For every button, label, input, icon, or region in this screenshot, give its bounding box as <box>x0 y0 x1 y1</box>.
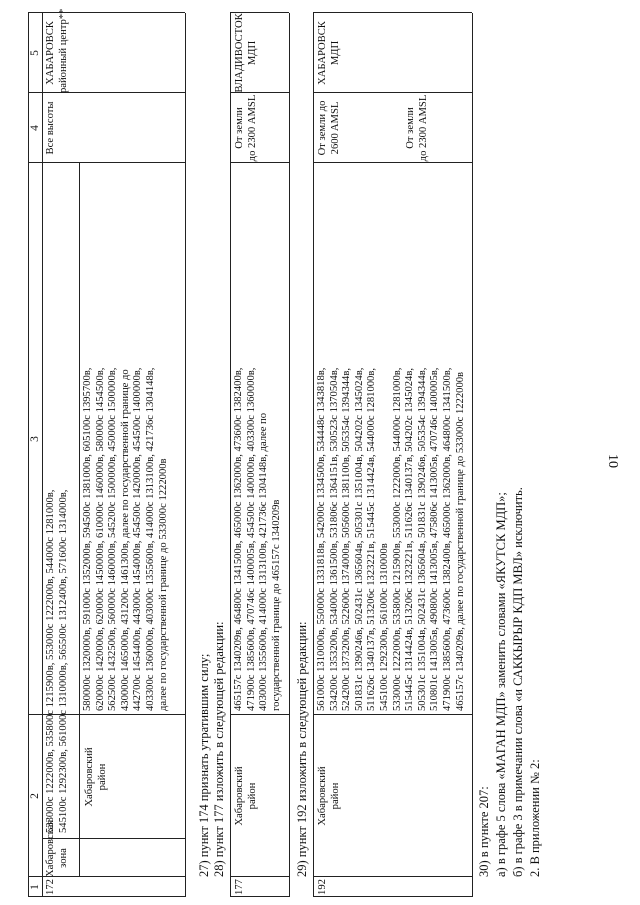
control-center <box>317 13 342 93</box>
center-line: районный центр** <box>57 8 69 93</box>
coord-line: 562500с 1432500в, 560000с 1460000в, 545200с 1500000в, 450000с 1500000в, <box>107 367 119 711</box>
header-cell: 1 <box>29 884 41 890</box>
coord-line: 465157с 1340209в, далее по государственной границе до 533000с 1222000в <box>454 371 466 711</box>
heights-value <box>405 93 430 163</box>
coord-line: 620000с 1420000в, 620000с 1450000в, 610000с 1460000в, 580000с 1454500в, <box>94 367 106 711</box>
district-line: район <box>96 763 108 791</box>
heights-value: Все высоты <box>45 101 56 155</box>
amendment-30a: а) в графе 5 слова «МАГАН МДП» заменить словами «ЯКУТСК МДП»; <box>494 492 508 877</box>
coord-line: 533000с 1222000в, 535800с 1215900в, 553000с 1222000в, 544000с 1281000в, <box>391 367 403 711</box>
table-border <box>42 13 43 897</box>
district-line: Хабаровский <box>84 747 95 807</box>
heights-line: От земли до <box>317 100 328 156</box>
coord-line: 471900с 1385600в, 470746с 1400005в, 454500с 1400000в, 403300с 1360000в, <box>245 367 257 711</box>
coords-block <box>316 368 467 711</box>
header-cell: 5 <box>29 50 41 56</box>
control-center <box>45 8 70 93</box>
coord-line: 505301с 1351004в, 502431с 1365604в, 501831с 1390246в, 505354с 1394344в, <box>416 367 428 711</box>
table-border <box>230 13 231 897</box>
coord-line: 545100с 1292300в, 561000с 1310000в, 565500с 1312400в, 571600с 1314000в, <box>57 489 69 833</box>
heights-value <box>234 93 259 163</box>
coord-line: 403000с 1355600в, 414000с 1313100в, 421736с 1304148в, далее по <box>258 412 270 711</box>
coord-line: 465157с 1340209в, 464800с 1341500в, 465000с 1362000в, 473600с 1382400в, <box>233 367 244 711</box>
table-border <box>289 13 290 897</box>
coord-line: 545100с 1292300в, 561000с 1310000в <box>378 543 390 711</box>
table-border <box>79 163 80 877</box>
coord-line: 533000с 1222000в, 535800с 1215900в, 553000с 1222000в, 544000с 1281000в, <box>45 489 56 833</box>
coord-line: 403300с 1360000в, 403000с 1355600в, 414000с 1313100в, 421736с 1304148в, <box>144 367 156 711</box>
heights-line: От земли <box>405 107 416 149</box>
coord-line: 442700с 1454400в, 443000с 1454000в, 454500с 1420000в, 454500с 1400000в, <box>132 367 144 711</box>
amendment-30b: б) в графе 3 в примечании слова «и САККЫРЫР КДП МВЛ» исключить. <box>511 487 525 877</box>
district-line: Хабаровский <box>234 766 245 826</box>
district-name <box>234 715 259 877</box>
row-number: 192 <box>317 879 328 895</box>
center-line: МДП <box>246 40 258 66</box>
heights-value <box>317 93 342 163</box>
zone-line: зона <box>57 848 69 868</box>
coord-line: 524200с 1373200в, 522600с 1374000в, 505600с 1381100в, 505354с 1394344в, <box>341 368 353 711</box>
header-cell: 3 <box>29 436 41 442</box>
coord-line: 510801с 1413005в, 490800с 1413005в, 475806с 1413005в, 470746с 1400005в, <box>429 367 441 711</box>
center-line: ХАБАРОВСК <box>45 21 56 85</box>
amendment-27: 27) пункт 174 признать утратившим силу; <box>197 653 211 877</box>
heights-line: до 2300 AMSL <box>417 94 429 162</box>
heights-line: От земли <box>234 107 245 149</box>
control-center <box>234 13 259 93</box>
row-number: 177 <box>234 879 245 895</box>
center-line: МДП <box>329 40 341 66</box>
amendment-30: 30) в пункте 207: <box>477 786 491 877</box>
coord-line: 471900с 1385600в, 473600с 1382400в, 465000с 1362000в, 464800с 1341500в, <box>441 367 453 711</box>
district-line: район <box>329 782 341 810</box>
coords-block <box>233 368 283 711</box>
district-line: район <box>246 782 258 810</box>
header-cell: 2 <box>29 793 41 799</box>
center-line: ВЛАДИВОСТОК <box>234 13 245 93</box>
coord-line: далее по государственной границе до 533000с 1222000в <box>157 458 169 711</box>
coord-line: 534200с 1353200в, 534000с 1361500в, 531806с 1364151в, 530523с 1370504в, <box>328 367 340 711</box>
coord-line: 430000с 1465000в, 431200с 1461300в, далее по государственной границе до <box>119 369 131 711</box>
row-number: 172 <box>45 879 56 895</box>
table-border <box>313 896 472 897</box>
district-name <box>84 715 109 839</box>
table-border <box>185 13 186 897</box>
header-cell: 4 <box>29 125 41 131</box>
coord-line: государственной границе до 465157с 1340209в <box>270 499 282 711</box>
appendix-2-heading: 2. В приложении № 2: <box>528 759 542 877</box>
amendment-28: 28) пункт 177 изложить в следующей редакции: <box>212 621 226 877</box>
heights-line: 2600 AMSL <box>329 101 341 155</box>
coord-line: 515445с 1314424в, 513206с 1323221в, 511626с 1340137в, 504202с 1345024в, <box>404 368 416 711</box>
coord-line: 580000с 1320000в, 591000с 1352000в, 594500с 1381000в, 605100с 1395700в, <box>82 367 93 711</box>
heights-line: до 2300 AMSL <box>246 94 258 162</box>
coord-line: 501831с 1390246в, 502431с 1365604в, 505301с 1351004в, 504202с 1345024в, <box>353 367 365 711</box>
amendment-29: 29) пункт 192 изложить в следующей редакции: <box>295 621 309 877</box>
zone-name <box>45 819 70 877</box>
table-border <box>313 13 314 897</box>
coord-line: 511626с 1340137в, 513206с 1323221в, 515445с 1314424в, 544000с 1281000в, <box>366 368 378 711</box>
zone-line: Хабаровская <box>45 819 56 877</box>
coord-line: 561000с 1310000в, 550000с 1331818в, 542000с 1334500в, 534448с 1343818в, <box>316 367 327 711</box>
coords-block <box>45 490 70 833</box>
table-border <box>472 13 473 897</box>
district-name <box>317 715 342 877</box>
page-number: 10 <box>605 454 620 468</box>
center-line: ХАБАРОВСК <box>317 21 328 85</box>
district-line: Хабаровский <box>317 766 328 826</box>
coords-block <box>82 368 170 711</box>
